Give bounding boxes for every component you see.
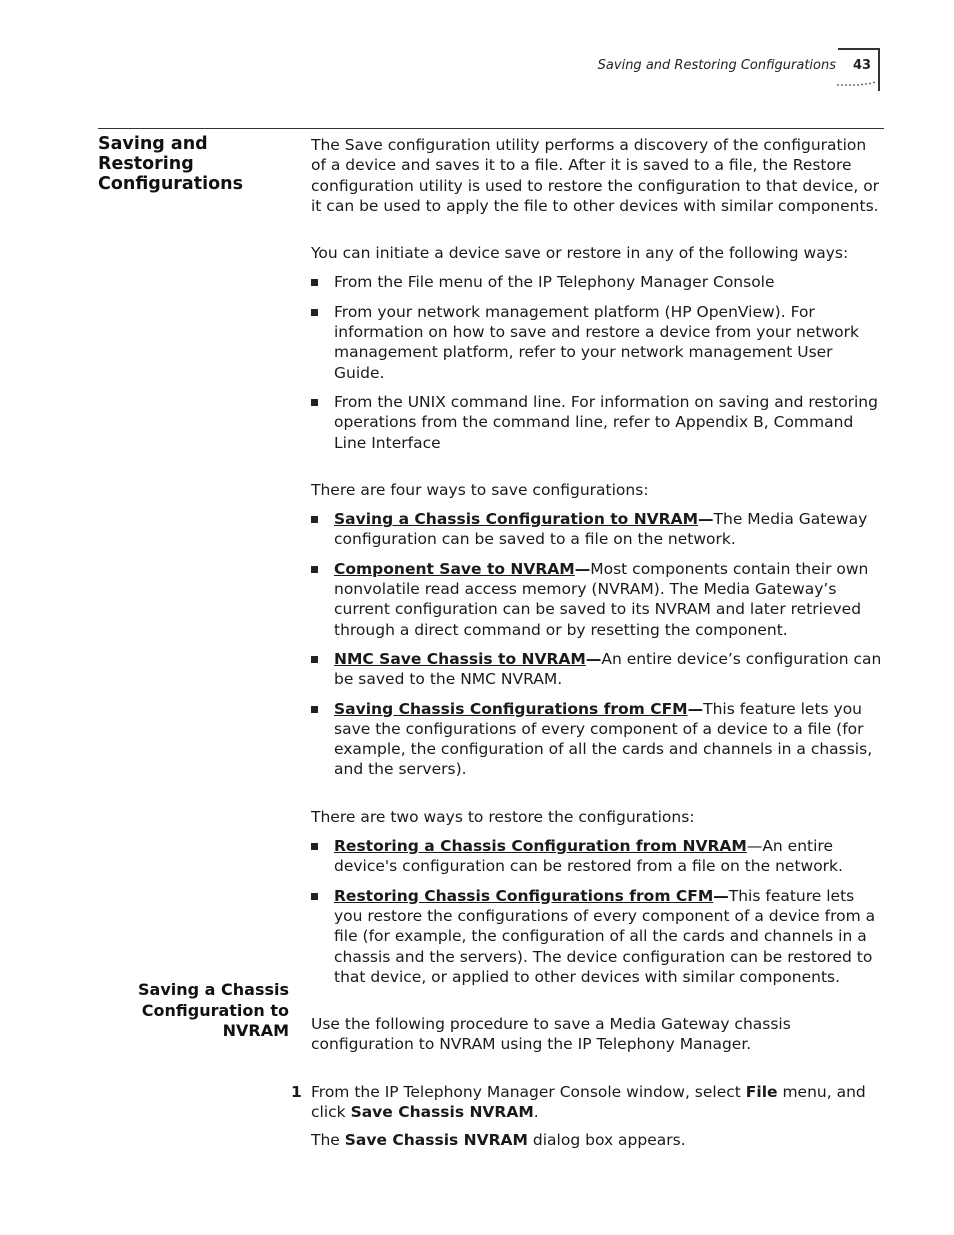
bullet-icon — [311, 843, 318, 850]
link-saving-from-cfm[interactable]: Saving Chassis Configurations from CFM — [334, 699, 688, 718]
list-item: From the File menu of the IP Telephony Manager Console — [311, 272, 885, 292]
bullet-icon — [311, 656, 318, 663]
bullet-icon — [311, 566, 318, 573]
step-number: 1 — [291, 1082, 302, 1101]
bullet-icon — [311, 516, 318, 523]
save-ways-list — [311, 509, 885, 780]
link-nmc-save-chassis[interactable]: NMC Save Chassis to NVRAM — [334, 649, 586, 668]
ways-list — [311, 272, 885, 452]
menu-name-file: File — [745, 1082, 778, 1101]
list-item: Saving Chassis Configurations from CFM—This feature lets you save the configurations of every component of a device to a file (for example, the configuration of all the cards and channels in a chassis, and the servers). — [311, 699, 885, 780]
section-rule — [98, 128, 884, 129]
restore-ways-list — [311, 836, 885, 987]
link-restoring-from-cfm[interactable]: Restoring Chassis Configurations from CFM — [334, 886, 714, 905]
list-item: From the UNIX command line. For information on saving and restoring operations from the command line, refer to Appendix B, Command Line Interface — [311, 392, 885, 453]
list-item: Saving a Chassis Configuration to NVRAM—The Media Gateway configuration can be saved to a file on the network. — [311, 509, 885, 550]
page-number: 43 — [853, 58, 872, 73]
ways-intro: You can initiate a device save or restore in any of the following ways: — [311, 244, 849, 263]
list-item: Component Save to NVRAM—Most components contain their own nonvolatile read access memory (NVRAM). The Media Gateway’s current configuration can be saved to its NVRAM and later retrieved through a direct command or by resetting the component. — [311, 559, 885, 640]
subsection-heading: Saving a Chassis Configuration to NVRAM — [138, 980, 289, 1040]
restore-intro: There are two ways to restore the configurations: — [311, 807, 695, 826]
link-saving-chassis-configuration[interactable]: Saving a Chassis Configuration to NVRAM — [334, 510, 699, 529]
link-restoring-from-nvram[interactable]: Restoring a Chassis Configuration from NVRAM — [334, 837, 747, 856]
procedure-step-1: 1 From the IP Telephony Manager Console window, select File menu, and click Save Chassis NVRAM. — [291, 1082, 866, 1121]
list-item: NMC Save Chassis to NVRAM—An entire device’s configuration can be saved to the NMC NVRAM. — [311, 649, 885, 690]
bullet-icon — [311, 309, 318, 316]
bullet-icon — [311, 279, 318, 286]
save-intro: There are four ways to save configurations: — [311, 480, 649, 499]
list-item: Restoring a Chassis Configuration from NVRAM—An entire device's configuration can be restored from a file on the network. — [311, 836, 885, 877]
bullet-icon — [311, 893, 318, 900]
bullet-icon — [311, 399, 318, 406]
bullet-icon — [311, 706, 318, 713]
corner-dots-decoration — [836, 80, 880, 88]
section-heading: Saving and Restoring Configurations — [98, 134, 243, 194]
list-item: From your network management platform (HP OpenView). For information on how to save and restore a device from your network management platform, refer to your network management User Guide. — [311, 302, 885, 383]
body-column — [291, 135, 885, 1151]
dialog-name: Save Chassis NVRAM — [344, 1131, 528, 1150]
running-header: Saving and Restoring Configurations — [597, 58, 836, 73]
link-component-save[interactable]: Component Save to NVRAM — [334, 559, 575, 578]
list-item: Restoring Chassis Configurations from CFM—This feature lets you restore the configurations of every component of a device from a file (for example, the configuration of all the cards and channels in a chassis and the servers). The device configuration can be restored to that device, or applied to other devices with similar components. — [311, 886, 885, 987]
menu-item-save-chassis-nvram: Save Chassis NVRAM — [350, 1102, 534, 1121]
corner-mark-horizontal — [838, 48, 880, 50]
section-intro: The Save configuration utility performs a discovery of the configuration of a device and saves it to a file. After it is saved to a file, the Restore configuration utility is used to restore the configuration to that device, or it can be used to apply the file to other devices with similar components. — [311, 136, 880, 215]
step-result: The Save Chassis NVRAM dialog box appears. — [311, 1131, 686, 1150]
subsection-intro: Use the following procedure to save a Media Gateway chassis configuration to NVRAM using the IP Telephony Manager. — [311, 1015, 791, 1054]
